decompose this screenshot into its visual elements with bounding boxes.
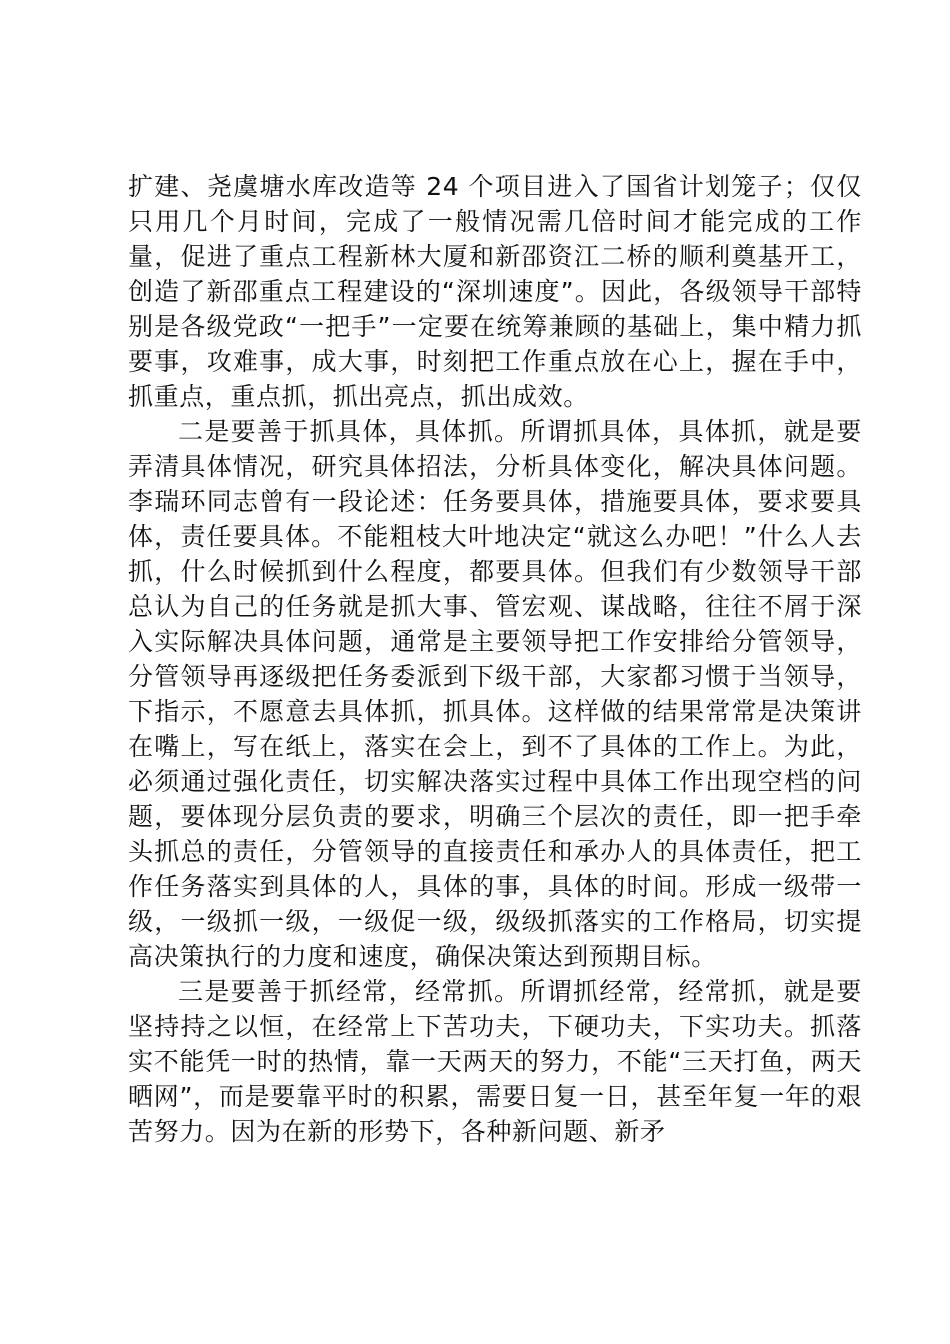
paragraph-2: 二是要善于抓具体，具体抓。所谓抓具体，具体抓，就是要弄清具体情况，研究具体招法，分析具体变化，解决具体问题。李瑞环同志曾有一段论述：任务要具体，措施要具体，要求要具体，责任要具体。不能粗枝大叶地决定“就这么办吧！”什么人去抓，什么时候抓到什么程度，都要具体。但我们有少数领导干部总认为自己的任务就是抓大事、管宏观、谋战略，往往不屑于深入实际解决具体问题，通常是主要领导把工作安排给分管领导，分管领导再逐级把任务委派到下级干部，大家都习惯于当领导，下指示，不愿意去具体抓，抓具体。这样做的结果常常是决策讲在嘴上，写在纸上，落实在会上，到不了具体的工作上。为此，必须通过强化责任，切实解决落实过程中具体工作出现空档的问题，要体现分层负责的要求，明确三个层次的责任，即一把手牵头抓总的责任，分管领导的直接责任和承办人的具体责任，把工作任务落实到具体的人，具体的事，具体的时间。形成一级带一级，一级抓一级，一级促一级，级级抓落实的工作格局，切实提高决策执行的力度和速度，确保决策达到预期目标。 xyxy=(128,417,862,971)
document-page xyxy=(128,169,862,1149)
paragraph-3: 三是要善于抓经常，经常抓。所谓抓经常，经常抓，就是要坚持持之以恒，在经常上下苦功夫，下硬功夫，下实功夫。抓落实不能凭一时的热情，靠一天两天的努力，不能“三天打鱼，两天晒网”，而是要靠平时的积累，需要日复一日，甚至年复一年的艰苦努力。因为在新的形势下，各种新问题、新矛 xyxy=(128,977,862,1146)
paragraph-1: 扩建、尧虞塘水库改造等 24 个项目进入了国省计划笼子；仅仅只用几个月时间，完成了一般情况需几倍时间才能完成的工作量，促进了重点工程新林大厦和新邵资江二桥的顺利奠基开工，创造了新邵重点工程建设的“深圳速度”。因此，各级领导干部特别是各级党政“一把手”一定要在统筹兼顾的基础上，集中精力抓要事，攻难事，成大事，时刻把工作重点放在心上，握在手中，抓重点，重点抓，抓出亮点，抓出成效。 xyxy=(128,172,862,411)
